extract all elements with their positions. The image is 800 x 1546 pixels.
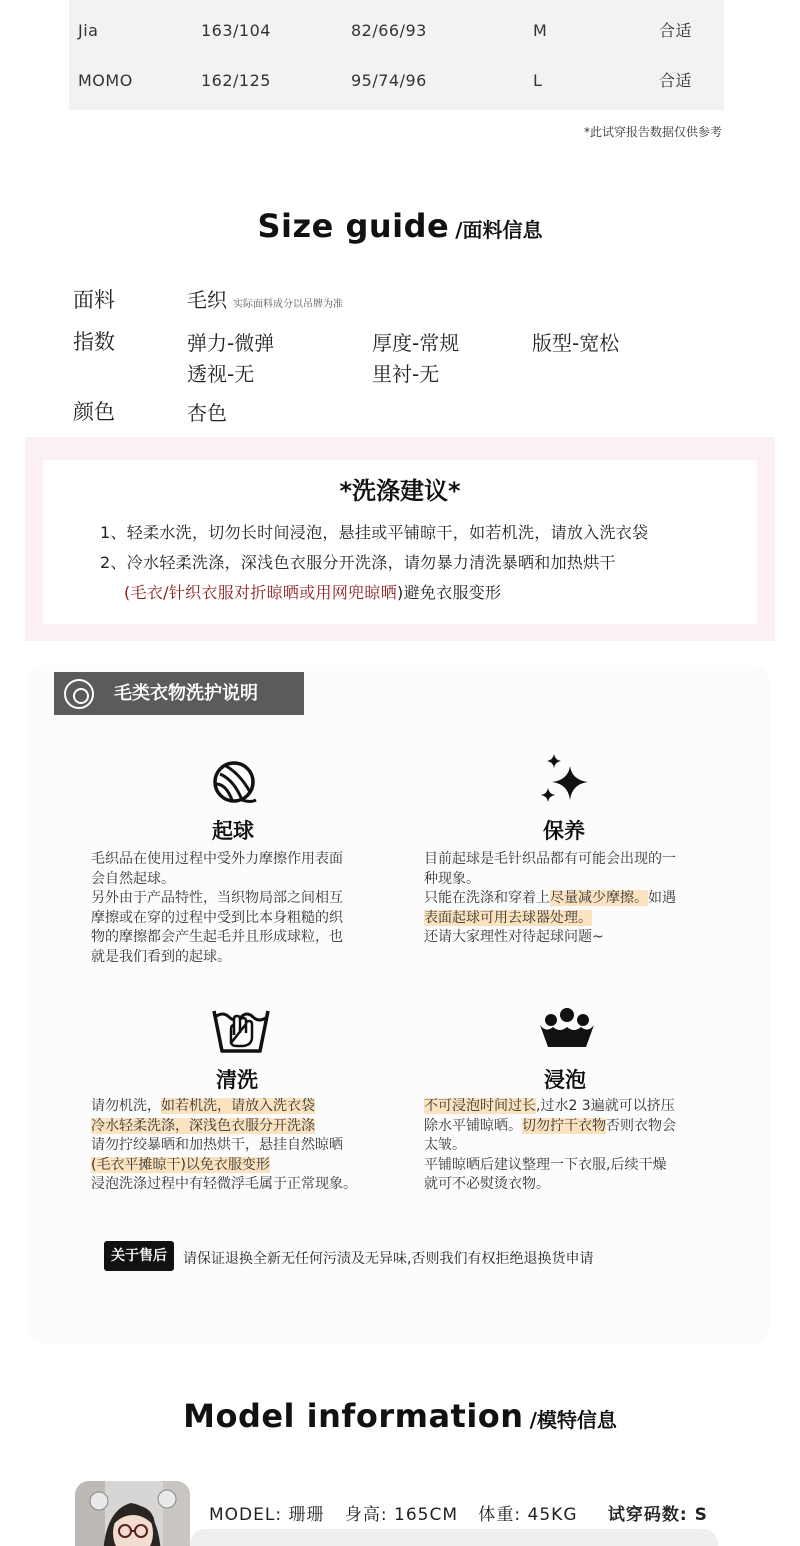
model-weight: 体重: 45KG (478, 1505, 578, 1525)
wash-advice-line-3-rest: )避免衣服变形 (397, 583, 502, 602)
model-photo (75, 1481, 190, 1546)
color-label: 颜色 (73, 400, 115, 424)
wash-line (91, 1097, 357, 1117)
size-guide-title: Size guide (257, 207, 450, 245)
maintain-text-segment: 如遇 (648, 890, 676, 906)
pilling-line: 会自然起球。 (91, 870, 175, 887)
pilling-line: 另外由于产品特性，当织物局部之间相互 (91, 890, 343, 906)
model-name: MODEL: 珊珊 (209, 1505, 325, 1525)
table-cell: 95/74/96 (351, 71, 427, 90)
wash-line (91, 1117, 357, 1137)
soak-text (424, 1097, 676, 1195)
pilling-line: 摩擦或在穿的过程中受到比本身粗糙的织 (91, 909, 343, 926)
fabric-note: 实际面料成分以吊牌为准 (233, 299, 343, 310)
fabric-label: 面料 (73, 288, 115, 312)
wash-highlight: 冷水轻柔洗涤，深浅色衣服分开洗涤 (91, 1117, 315, 1134)
soak-line: 就可不必熨烫衣物。 (424, 1176, 550, 1192)
soak-basin-icon (538, 1007, 596, 1049)
table-cell: MOMO (78, 71, 133, 90)
wash-advice-title: *洗涤建议* (339, 477, 461, 505)
table-cell: 163/104 (201, 21, 271, 40)
soak-line: 平铺晾晒后建议整理一下衣服,后续干燥 (424, 1156, 667, 1173)
index-lining: 里衬-无 (372, 362, 440, 386)
wash-line: 浸泡洗涤过程中有轻微浮毛属于正常现象。 (91, 1176, 357, 1192)
model-info-subtitle: /模特信息 (529, 1408, 617, 1432)
wash-advice-line-2: 2、冷水轻柔洗涤，深浅色衣服分开洗涤，请勿暴力清洗暴晒和加热烘干 (100, 553, 616, 572)
soak-highlight: 切勿拧干衣物 (522, 1117, 606, 1134)
table-cell: 162/125 (201, 71, 271, 90)
maintain-line (424, 909, 676, 929)
maintain-text-segment: 只能在洗涤和穿着上 (424, 890, 550, 906)
pilling-text (91, 850, 343, 967)
index-elasticity: 弹力-微弹 (187, 331, 275, 355)
fit-report-table (69, 0, 724, 110)
model-height: 身高: 165CM (344, 1505, 459, 1525)
maintain-text (424, 850, 676, 948)
soak-highlight: 不可浸泡时间过长 (424, 1098, 536, 1114)
maintain-highlight: 表面起球可用去球器处理。 (424, 909, 592, 926)
soak-line: 太皱。 (424, 1137, 466, 1153)
maintain-line (424, 889, 676, 909)
table-cell: 合适 (659, 71, 693, 90)
care-banner-title: 毛类衣物洗护说明 (114, 683, 258, 704)
index-thickness: 厚度-常规 (372, 331, 460, 355)
model-info-title: Model information (183, 1397, 524, 1435)
index-fit: 版型-宽松 (532, 331, 620, 355)
sparkle-icon (540, 752, 594, 808)
wash-highlight: 如若机洗，请放入洗衣袋 (161, 1098, 315, 1114)
maintain-line: 还请大家理性对待起球问题~ (424, 929, 604, 945)
table-cell: L (533, 71, 543, 90)
size-guide-heading (0, 207, 800, 245)
fabric-name: 毛织 (187, 288, 227, 312)
care-banner (54, 672, 304, 715)
index-sheerness: 透视-无 (187, 362, 255, 386)
wash-advice-line-3 (124, 580, 501, 603)
model-info-row (209, 1500, 722, 1525)
soak-text-segment: 除水平铺晾晒。 (424, 1117, 522, 1134)
after-sales-badge: 关于售后 (104, 1241, 174, 1271)
soak-text-segment: ,过水2 3遍就可以挤压 (536, 1098, 675, 1114)
model-info-heading (0, 1397, 800, 1435)
pilling-line: 毛织品在使用过程中受外力摩擦作用表面 (91, 851, 343, 867)
hand-wash-icon (211, 1005, 271, 1055)
maintain-line: 目前起球是毛针织品都有可能会出现的一 (424, 851, 676, 867)
table-cell: 82/66/93 (351, 21, 427, 40)
wash-text (91, 1097, 357, 1195)
soak-text-segment: 否则衣物会 (606, 1117, 676, 1134)
pilling-line: 物的摩擦都会产生起毛并且形成球粒，也 (91, 929, 343, 945)
yarn-ball-icon (212, 760, 258, 806)
after-sales-text: 请保证退换全新无任何污渍及无异味,否则我们有权拒绝退换货申请 (183, 1251, 594, 1267)
soak-title: 浸泡 (544, 1068, 586, 1092)
table-row (69, 6, 724, 56)
index-label: 指数 (73, 330, 115, 354)
fit-report-note: *此试穿报告数据仅供参考 (583, 125, 722, 139)
wash-highlight: (毛衣平摊晾干)以免衣服变形 (91, 1156, 270, 1173)
wash-title: 清洗 (216, 1068, 258, 1092)
table-row (69, 56, 724, 106)
model-portrait-image (75, 1481, 190, 1546)
color-value: 杏色 (187, 401, 227, 425)
model-measure-strip (190, 1529, 718, 1546)
size-guide-subtitle: /面料信息 (455, 218, 543, 242)
table-cell: M (533, 21, 548, 40)
pilling-line: 就是我们看到的起球。 (91, 948, 231, 965)
wash-advice-line-1: 1、轻柔水洗，切勿长时间浸泡，悬挂或平铺晾干，如若机洗，请放入洗衣袋 (100, 523, 649, 542)
table-cell: Jia (78, 21, 99, 40)
wash-text-segment: 请勿机洗， (91, 1098, 161, 1114)
table-cell: 合适 (659, 21, 693, 40)
pilling-title: 起球 (212, 819, 254, 843)
wash-advice-red-note: (毛衣/针织衣服对折晾晒或用网兜晾晒 (124, 583, 398, 602)
maintain-highlight: 尽量减少摩擦。 (550, 890, 648, 906)
maintain-title: 保养 (543, 819, 585, 843)
soak-line (424, 1117, 676, 1137)
fabric-value (187, 284, 343, 313)
wash-line: 请勿拧绞暴晒和加热烘干，悬挂自然晾晒 (91, 1137, 343, 1153)
wash-line (91, 1156, 357, 1176)
circle-logo-icon (64, 679, 94, 709)
soak-line (424, 1097, 676, 1117)
maintain-line: 种现象。 (424, 870, 480, 887)
model-size: 试穿码数: S (607, 1505, 708, 1525)
